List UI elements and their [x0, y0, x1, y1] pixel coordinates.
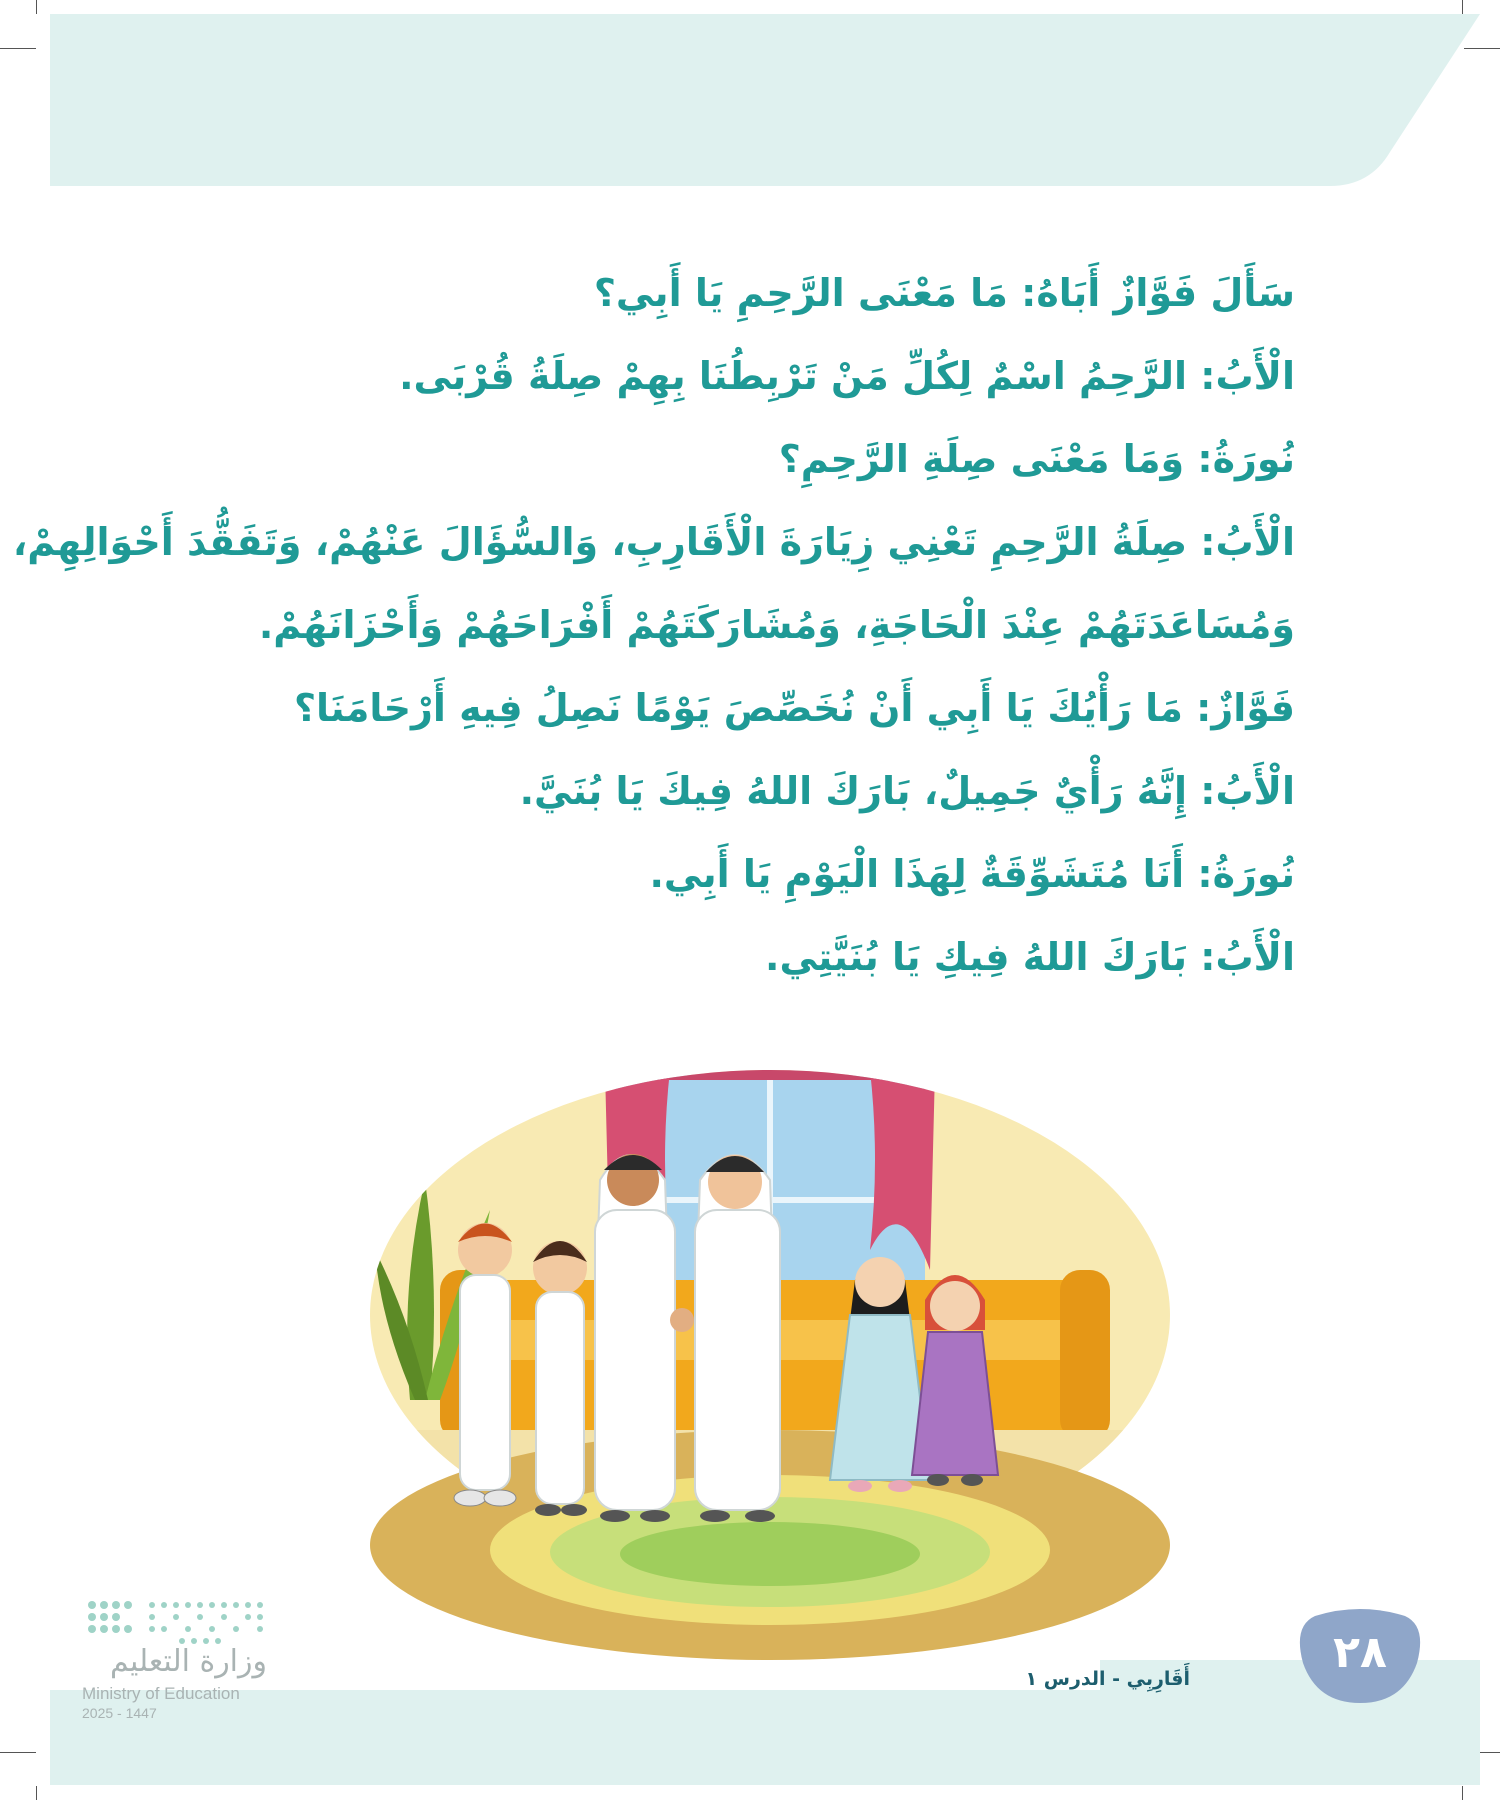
dialogue-line: الْأَبُ: الرَّحِمُ اسْمٌ لِكُلِّ مَنْ تَرْبِطُنَا بِهِمْ صِلَةُ قُرْبَى. — [399, 354, 1295, 398]
boy-figure — [454, 1223, 516, 1506]
dialogue — [12, 252, 1295, 999]
page-number: ٢٨ — [1333, 1627, 1387, 1678]
family-illustration — [370, 1070, 1170, 1660]
crop-mark — [0, 48, 36, 49]
dialogue-line: الْأَبُ: إِنَّهُ رَأْيٌ جَمِيلٌ، بَارَكَ اللهُ فِيكَ يَا بُنَيَّ. — [519, 769, 1295, 813]
handshake — [670, 1308, 694, 1332]
man-figure — [695, 1155, 780, 1522]
dialogue-line: وَمُسَاعَدَتَهُمْ عِنْدَ الْحَاجَةِ، وَمُشَارَكَتَهُمْ أَفْرَاحَهُمْ وَأَحْزَانَهُمْ. — [258, 603, 1295, 647]
dialogue-line: نُورَةُ: أَنَا مُتَشَوِّقَةٌ لِهَذَا الْيَوْمِ يَا أَبِي. — [649, 852, 1295, 896]
ministry-name-english: Ministry of Education — [82, 1684, 240, 1703]
boy-figure — [533, 1241, 587, 1516]
crop-mark — [1462, 1786, 1463, 1800]
crop-mark — [36, 1786, 37, 1800]
dialogue-line: الْأَبُ: بَارَكَ اللهُ فِيكِ يَا بُنَيَّتِي. — [765, 935, 1295, 979]
dialogue-line: الْأَبُ: صِلَةُ الرَّحِمِ تَعْنِي زِيَارَةَ الْأَقَارِبِ، وَالسُّؤَالَ عَنْهُمْ، وَتَفَقُّدَ أَحْوَالِهِمْ، — [12, 520, 1295, 564]
lesson-label: أَقَارِبِي - الدرس ١ — [1025, 1668, 1190, 1690]
crop-mark — [1462, 0, 1463, 14]
dialogue-line: سَأَلَ فَوَّازٌ أَبَاهُ: مَا مَعْنَى الرَّحِمِ يَا أَبِي؟ — [593, 271, 1295, 315]
dialogue-line: فَوَّازٌ: مَا رَأْيُكَ يَا أَبِي أَنْ نُخَصِّصَ يَوْمًا نَصِلُ فِيهِ أَرْحَامَنَا؟ — [294, 686, 1295, 730]
ministry-name-arabic: وزارة التعليم — [109, 1644, 267, 1679]
crop-mark — [36, 0, 37, 14]
ministry-year: 2025 - 1447 — [82, 1705, 157, 1721]
man-figure — [595, 1154, 675, 1522]
header-band — [50, 14, 1480, 186]
dialogue-line: نُورَةُ: وَمَا مَعْنَى صِلَةِ الرَّحِمِ؟ — [778, 437, 1295, 481]
crop-mark — [0, 1752, 36, 1753]
